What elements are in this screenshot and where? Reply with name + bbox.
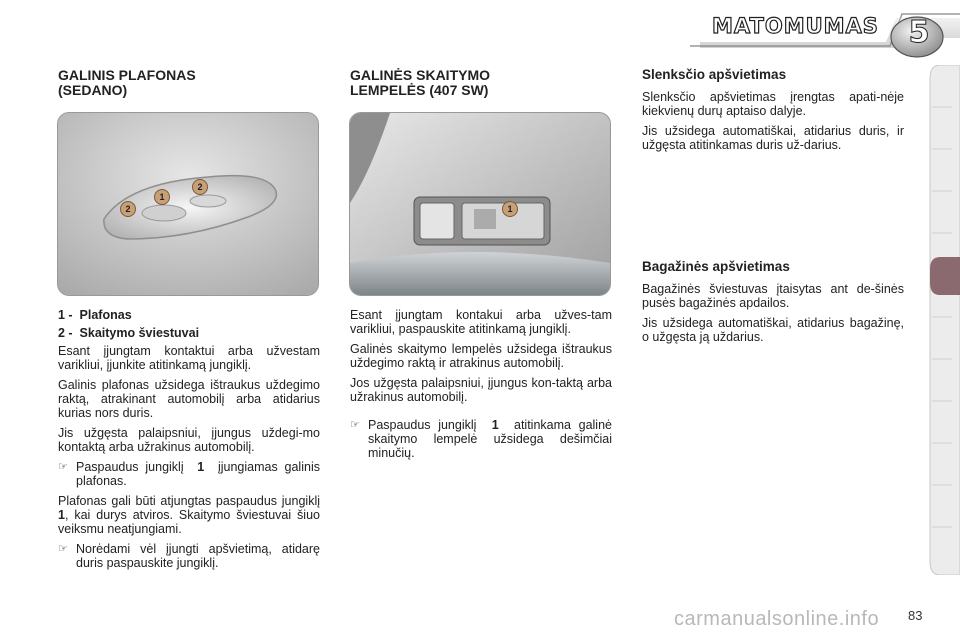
- chapter-tabs: [926, 65, 960, 575]
- section-heading-boot-lighting: Bagažinės apšvietimas: [642, 259, 790, 274]
- paragraph: Bagažinės šviestuvas įtaisytas ant de-šinės pusės bagažinės apdailos.: [642, 282, 904, 310]
- chapter-title: MATOMUMAS: [712, 14, 879, 38]
- paragraph: Esant įjungtam kontakui arba užves-tam varikliui, paspauskite atitinkamą jungiklį.: [350, 308, 612, 336]
- photo1-callout-1: 1: [154, 189, 170, 205]
- bullet-item: ☞ Norėdami vėl įjungti apšvietimą, atidarę duris paspauskite jungiklį.: [58, 542, 320, 570]
- pointing-hand-icon: ☞: [58, 543, 68, 555]
- photo1-callout-2-left: 2: [120, 201, 136, 217]
- section-heading-rear-reading-lamps: GALINĖS SKAITYMO LEMPELĖS (407 SW): [350, 67, 491, 98]
- bullet-item: ☞ Paspaudus jungiklį 1 atitinkama galinė skaitymo lempelė užsidega dešimčiai minučių.: [350, 418, 612, 460]
- chapter-number: 5: [908, 15, 930, 50]
- paragraph: Galinės skaitymo lempelės užsidega ištraukus uždegimo raktą ir atrakinus automobilį.: [350, 342, 612, 370]
- photo-rear-courtesy-lamp: [57, 112, 319, 296]
- section-heading-sill-lighting: Slenksčio apšvietimas: [642, 67, 787, 82]
- photo-rear-reading-lamps: [349, 112, 611, 296]
- bullet-item: ☞ Paspaudus jungiklį 1 įjungiamas galinis plafonas.: [58, 460, 320, 488]
- watermark: carmanualsonline.info: [674, 608, 880, 630]
- photo2-callout-1: 1: [502, 201, 518, 217]
- section-heading-rear-courtesy-lamp: GALINIS PLAFONAS (SEDANO): [58, 67, 196, 98]
- photo1-callout-2-right: 2: [192, 179, 208, 195]
- paragraph: Jis užsidega automatiškai, atidarius duris, ir užgęsta atitinkamas duris už-darius.: [642, 124, 904, 152]
- page-number: 83: [908, 608, 923, 623]
- paragraph: Slenksčio apšvietimas įrengtas apati-nėje kiekvienų durų aptaiso dalyje.: [642, 90, 904, 118]
- paragraph: Jis užgęsta palaipsniui, įjungus uždegi-mo kontaktą arba užrakinus automobilį.: [58, 426, 320, 454]
- paragraph: Jis užsidega automatiškai, atidarius bagažinę, o užgęsta ją uždarius.: [642, 316, 904, 344]
- paragraph: Jos užgęsta palaipsniui, įjungus kon-taktą arba užrakinus automobilį.: [350, 376, 612, 404]
- legend-item-1: 1 - Plafonas: [58, 308, 132, 322]
- pointing-hand-icon: ☞: [350, 419, 360, 431]
- legend-item-2: 2 - Skaitymo šviestuvai: [58, 326, 200, 340]
- paragraph: Esant įjungtam kontaktui arba užvestam varikliui, įjunkite atitinkamą jungiklį.: [58, 344, 320, 372]
- pointing-hand-icon: ☞: [58, 461, 68, 473]
- paragraph: Plafonas gali būti atjungtas paspaudus jungiklį 1, kai durys atviros. Skaitymo šviestuvai šiuo veiksmu neatjungiami.: [58, 494, 320, 536]
- paragraph: Galinis plafonas užsidega ištraukus uždegimo raktą, atrakinant automobilį arba atidarius kurias nors duris.: [58, 378, 320, 420]
